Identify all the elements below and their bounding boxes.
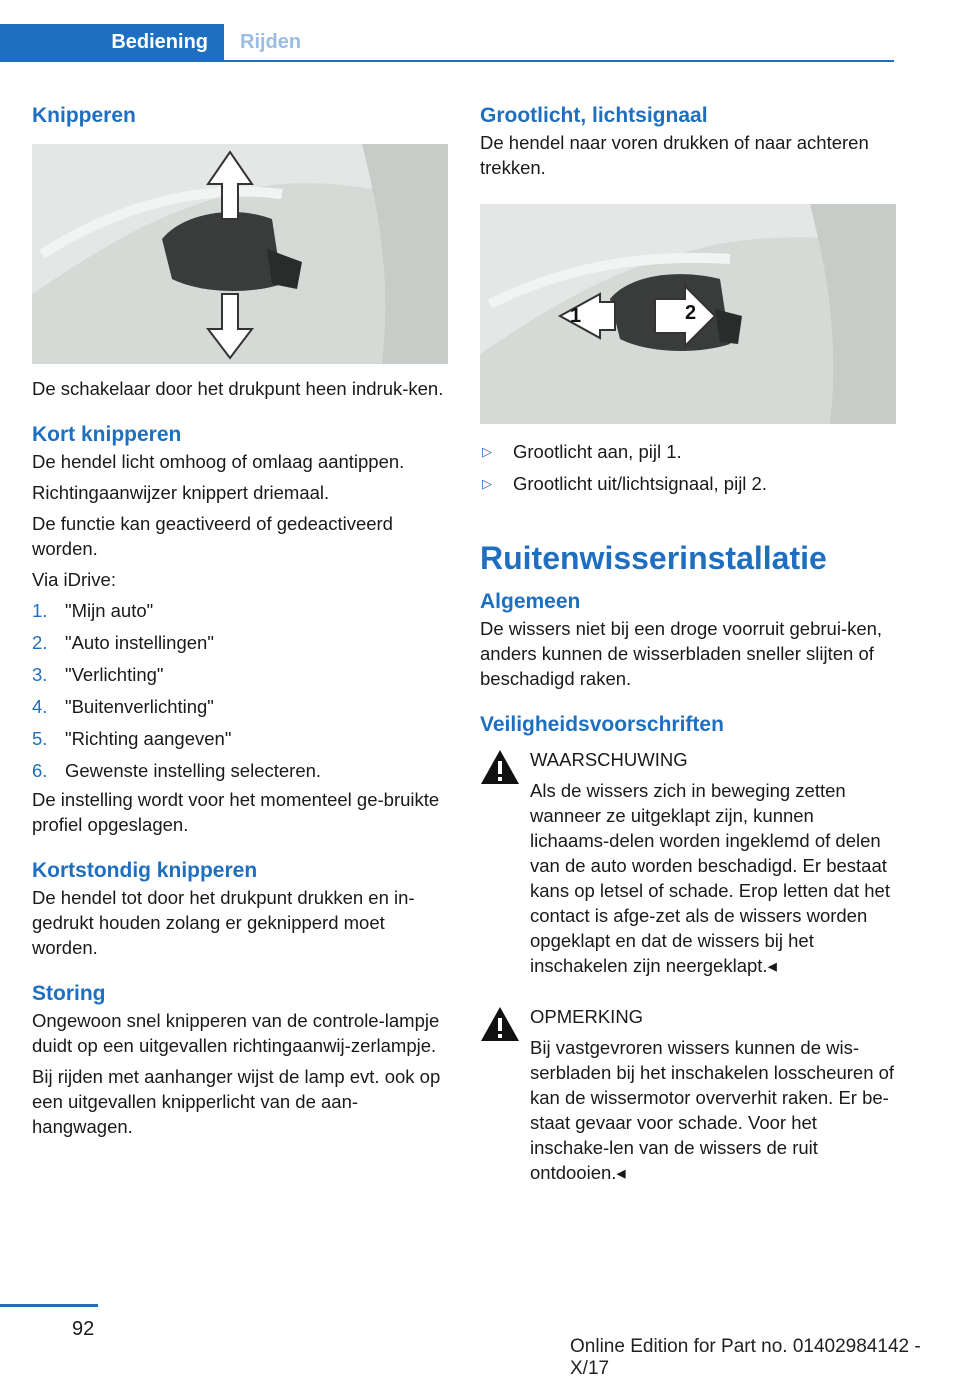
right-column [480,102,898,1185]
edition-text: Online Edition for Part no. 01402984142 - X/17 [570,1336,921,1379]
list-item: 1. "Mijn auto" [32,600,154,621]
list-item: 5. "Richting aangeven" [32,728,232,749]
left-column [32,102,450,1139]
warning-title: WAARSCHUWING [530,749,688,770]
paragraph-intro: De schakelaar door het drukpunt heen indruk-ken. [32,378,444,399]
note-text: Bij vastgevroren wissers kunnen de wis-serbladen bij het inschakelen losscheuren of kan de wissermotor oververhit raken. Er be-staat gevaar voor schade. Voor het inschake-len van de wissers de ruit ontdooien.◂ [530,1037,895,1183]
tab-underline [0,60,894,62]
heading-knipperen: Knipperen [32,104,136,127]
paragraph-kort-1: De hendel licht omhoog of omlaag aantippen. [32,451,405,472]
note-title: OPMERKING [530,1006,644,1027]
tab-bar [0,24,894,62]
heading-kort-knipperen: Kort knipperen [32,423,182,446]
paragraph-kort-2: Richtingaanwijzer knippert driemaal. [32,482,330,503]
page-number: 92 [72,1318,95,1340]
triangle-right-icon: ▷ [482,444,492,459]
heading-grootlicht: Grootlicht, lichtsignaal [480,104,708,127]
warning-block [480,747,898,978]
list-item: 2. "Auto instellingen" [32,632,214,653]
list-item: 3. "Verlichting" [32,664,164,685]
heading-algemeen: Algemeen [480,590,581,613]
list-item: 4. "Buitenverlichting" [32,696,214,717]
section-title-ruitenwisser: Ruitenwisserinstallatie [480,540,827,576]
paragraph-kort-5: De instelling wordt voor het momenteel ge-bruikte profiel opgeslagen. [32,789,440,835]
triangle-right-icon: ▷ [482,476,492,491]
arrow-label-2: 2 [685,302,697,324]
turn-signal-lever-image [32,144,448,364]
paragraph-kortstondig: De hendel tot door het drukpunt drukken en in-gedrukt houden zolang er geknipperd moet worden. [32,887,415,958]
paragraph-storing-2: Bij rijden met aanhanger wijst de lamp evt. ook op een uitgevallen knipperlicht van de aan-hangwagen. [32,1066,441,1137]
tab-bediening[interactable]: Bediening [0,24,224,60]
paragraph-grootlicht: De hendel naar voren drukken of naar achteren trekken. [480,132,869,178]
high-beam-lever-image [480,204,896,424]
footer-rule [0,1304,98,1307]
list-item: ▷ Grootlicht uit/lichtsignaal, pijl 2. [480,468,898,500]
warning-text: Als de wissers zich in beweging zetten wanneer ze uitgeklapt zijn, kunnen lichaams-delen worden ingeklemd of delen van de auto worden beschadigd. Er bestaat kans op letsel of schade. Erop letten dat het contact is afge-zet als de wissers worden opgeklapt en dat de wissers bij het inschakelen zijn neergeklapt.◂ [530,780,890,976]
paragraph-algemeen: De wissers niet bij een droge voorruit gebrui-ken, anders kunnen de wisserbladen sneller slijten of beschadigd raken. [480,618,883,689]
paragraph-kort-4: Via iDrive: [32,569,116,590]
paragraph-storing-1: Ongewoon snel knipperen van de controle-lampje duidt op een uitgevallen richtingaanwij-zerlampje. [32,1010,440,1056]
idrive-steps-list [32,595,450,787]
warning-triangle-icon [480,749,520,785]
heading-storing: Storing [32,982,106,1005]
tab-rijden[interactable]: Rijden [240,31,302,53]
arrow-label-1: 1 [570,305,582,327]
warning-triangle-icon [480,1006,520,1042]
heading-kortstondig: Kortstondig knipperen [32,859,258,882]
list-item: ▷ Grootlicht aan, pijl 1. [480,436,898,468]
note-block [480,1004,898,1185]
list-item: 6. Gewenste instelling selecteren. [32,760,322,781]
high-beam-bullets [480,436,898,500]
heading-veiligheid: Veiligheidsvoorschriften [480,713,724,736]
paragraph-kort-3: De functie kan geactiveerd of gedeactiveerd worden. [32,513,393,559]
